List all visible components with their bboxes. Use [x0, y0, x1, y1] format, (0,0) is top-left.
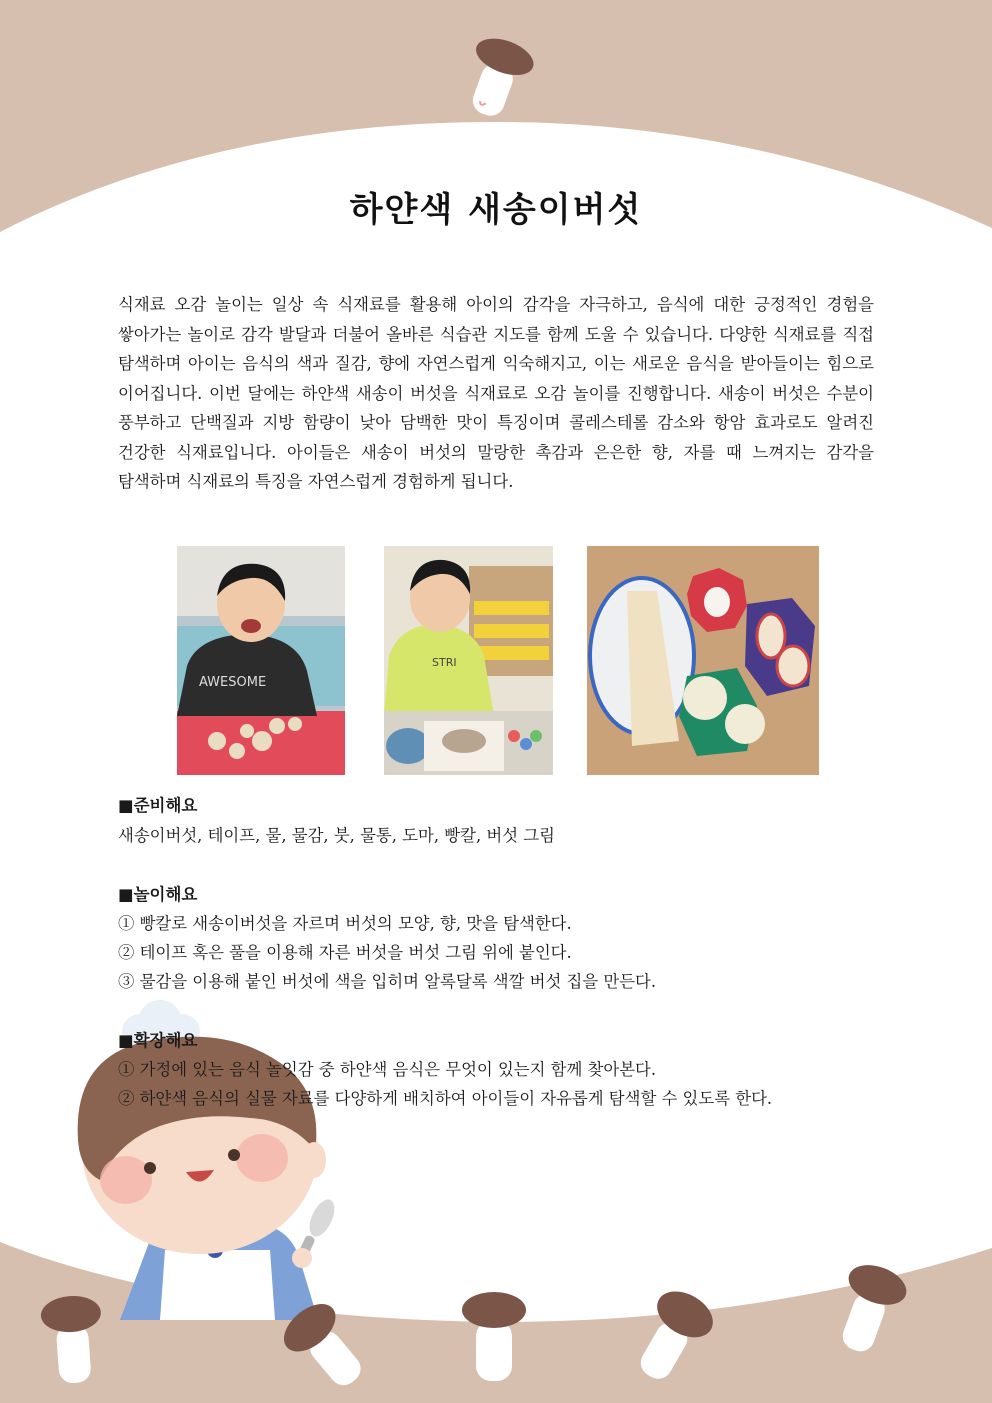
play-step: ① 빵칼로 새송이버섯을 자르며 버섯의 모양, 향, 맛을 탐색한다. [118, 914, 572, 933]
extend-step: ② 하얀색 음식의 실물 자료를 다양하게 배치하여 아이들이 자유롭게 탐색할 수 있도록 한다. [118, 1089, 773, 1108]
photo-child-painting [384, 546, 553, 775]
shirt-text: STRI [432, 656, 457, 669]
shirt-text: AWESOME [199, 675, 267, 690]
photo-white-foods [587, 546, 819, 775]
extend-heading: ■확장해요 [118, 1031, 198, 1050]
play-heading: ■놀이해요 [118, 885, 198, 904]
extend-step: ① 가정에 있는 음식 놀잇감 중 하얀색 음식은 무엇이 있는지 함께 찾아본다. [118, 1060, 657, 1079]
intro-paragraph: 식재료 오감 놀이는 일상 속 식재료를 활용해 아이의 감각을 자극하고, 음식에 대한 긍정적인 경험을 쌓아가는 놀이로 감각 발달과 더불어 올바른 식습관 지도를 함께 도울 수 있습니다. 다양한 식재료를 직접 탐색하며 아이는 음식의 색과 질감, 향에 자연스럽게 익숙해지고, 이는 새로운 음식을 받아들이는 힘으로 이어집니다. 이번 달에는 하얀색 새송이 버섯을 식재료로 오감 놀이를 진행합니다. 새송이 버섯은 수분이 풍부하고 단백질과 지방 함량이 낮아 담백한 맛이 특징이며 콜레스테롤 감소와 항암 효과로도 알려진 건강한 식재료입니다. 아이들은 새송이 버섯의 말랑한 촉감과 은은한 향, 자를 때 느껴지는 감각을 탐색하며 식재료의 특징을 자연스럽게 경험하게 됩니다. [118, 295, 874, 491]
page-title: 하얀색 새송이버섯 [349, 190, 643, 230]
play-step: ③ 물감을 이용해 붙인 버섯에 색을 입히며 알록달록 색깔 버섯 집을 만든다. [118, 972, 657, 991]
play-step: ② 테이프 혹은 풀을 이용해 자른 버섯을 버섯 그림 위에 붙인다. [118, 943, 572, 962]
photo-child-cutting [177, 546, 345, 775]
prepare-items: 새송이버섯, 테이프, 물, 물감, 붓, 물통, 도마, 빵칼, 버섯 그림 [118, 826, 555, 845]
prepare-heading: ■준비해요 [118, 796, 198, 815]
